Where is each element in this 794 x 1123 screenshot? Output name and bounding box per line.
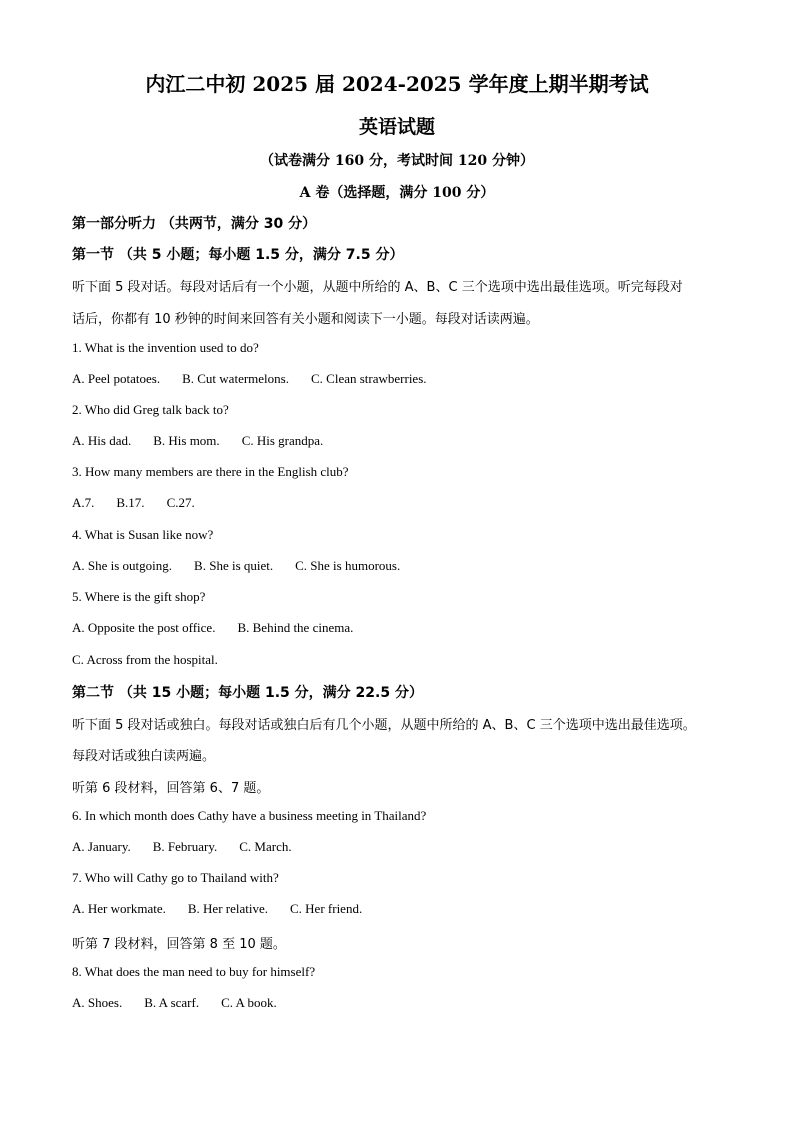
option-a: A.7. [72, 495, 95, 510]
question-6: 6. In which month does Cathy have a business meeting in Thailand? [72, 808, 427, 823]
option-c: C.27. [166, 495, 195, 510]
option-a: A. Shoes. [72, 995, 123, 1010]
option-b: B. February. [152, 839, 218, 854]
option-b: B. His mom. [153, 433, 220, 448]
option-c: C. Her friend. [290, 901, 363, 916]
question-7-options [72, 901, 362, 917]
option-a: A. Peel potatoes. [72, 371, 161, 386]
question-3-options [72, 495, 195, 511]
option-a: A. She is outgoing. [72, 558, 173, 573]
section2-instruction-2: 每段对话或独白读两遍。 [72, 749, 216, 764]
question-2: 2. Who did Greg talk back to? [72, 402, 229, 417]
question-1: 1. What is the invention used to do? [72, 340, 259, 355]
question-1-options [72, 371, 427, 387]
question-4-options [72, 558, 400, 574]
question-3: 3. How many members are there in the English club? [72, 464, 349, 479]
exam-title: 内江二中初 2025 届 2024-2025 学年度上期半期考试 [145, 72, 649, 96]
option-a: A. Her workmate. [72, 901, 166, 916]
option-c: C. March. [239, 839, 292, 854]
question-5-options [72, 620, 353, 636]
question-8-options [72, 995, 277, 1011]
option-b: B. Cut watermelons. [182, 371, 289, 386]
option-c: C. She is humorous. [295, 558, 401, 573]
option-b: B. A scarf. [144, 995, 200, 1010]
question-5-option-c: C. Across from the hospital. [72, 652, 218, 667]
question-4: 4. What is Susan like now? [72, 527, 214, 542]
material-7-note: 听第 7 段材料，回答第 8 至 10 题。 [72, 937, 286, 952]
section2-instruction-1: 听下面 5 段对话或独白。每段对话或独白后有几个小题，从题中所给的 A、B、C 三个选项中选出最佳选项。 [72, 718, 696, 733]
option-b: B. She is quiet. [194, 558, 274, 573]
section1-instruction-2: 话后，你都有 10 秒钟的时间来回答有关小题和阅读下一小题。每段对话读两遍。 [72, 312, 539, 327]
option-a: A. His dad. [72, 433, 132, 448]
option-c: C. A book. [221, 995, 277, 1010]
option-c: C. His grandpa. [241, 433, 324, 448]
score-info: （试卷满分 160 分，考试时间 120 分钟） [260, 153, 534, 169]
option-b: B. Her relative. [187, 901, 268, 916]
question-7: 7. Who will Cathy go to Thailand with? [72, 870, 279, 885]
exam-subtitle: 英语试题 [358, 116, 435, 138]
option-b: B.17. [116, 495, 145, 510]
volume-heading: A 卷（选择题，满分 100 分） [299, 185, 495, 201]
option-a: A. January. [72, 839, 131, 854]
question-2-options [72, 433, 323, 449]
section1-heading: 第一节 （共 5 小题；每小题 1.5 分，满分 7.5 分） [72, 247, 404, 263]
part1-heading: 第一部分听力 （共两节，满分 30 分） [72, 216, 317, 232]
question-8: 8. What does the man need to buy for himself? [72, 964, 316, 979]
question-5: 5. Where is the gift shop? [72, 589, 206, 604]
material-6-note: 听第 6 段材料，回答第 6、7 题。 [72, 781, 270, 796]
option-a: A. Opposite the post office. [72, 620, 216, 635]
section1-instruction-1: 听下面 5 段对话。每段对话后有一个小题，从题中所给的 A、B、C 三个选项中选出最佳选项。听完每段对 [72, 280, 683, 295]
option-c: C. Clean strawberries. [310, 371, 427, 386]
option-b: B. Behind the cinema. [237, 620, 354, 635]
section2-heading: 第二节 （共 15 小题；每小题 1.5 分，满分 22.5 分） [72, 685, 423, 701]
question-6-options [72, 839, 292, 855]
